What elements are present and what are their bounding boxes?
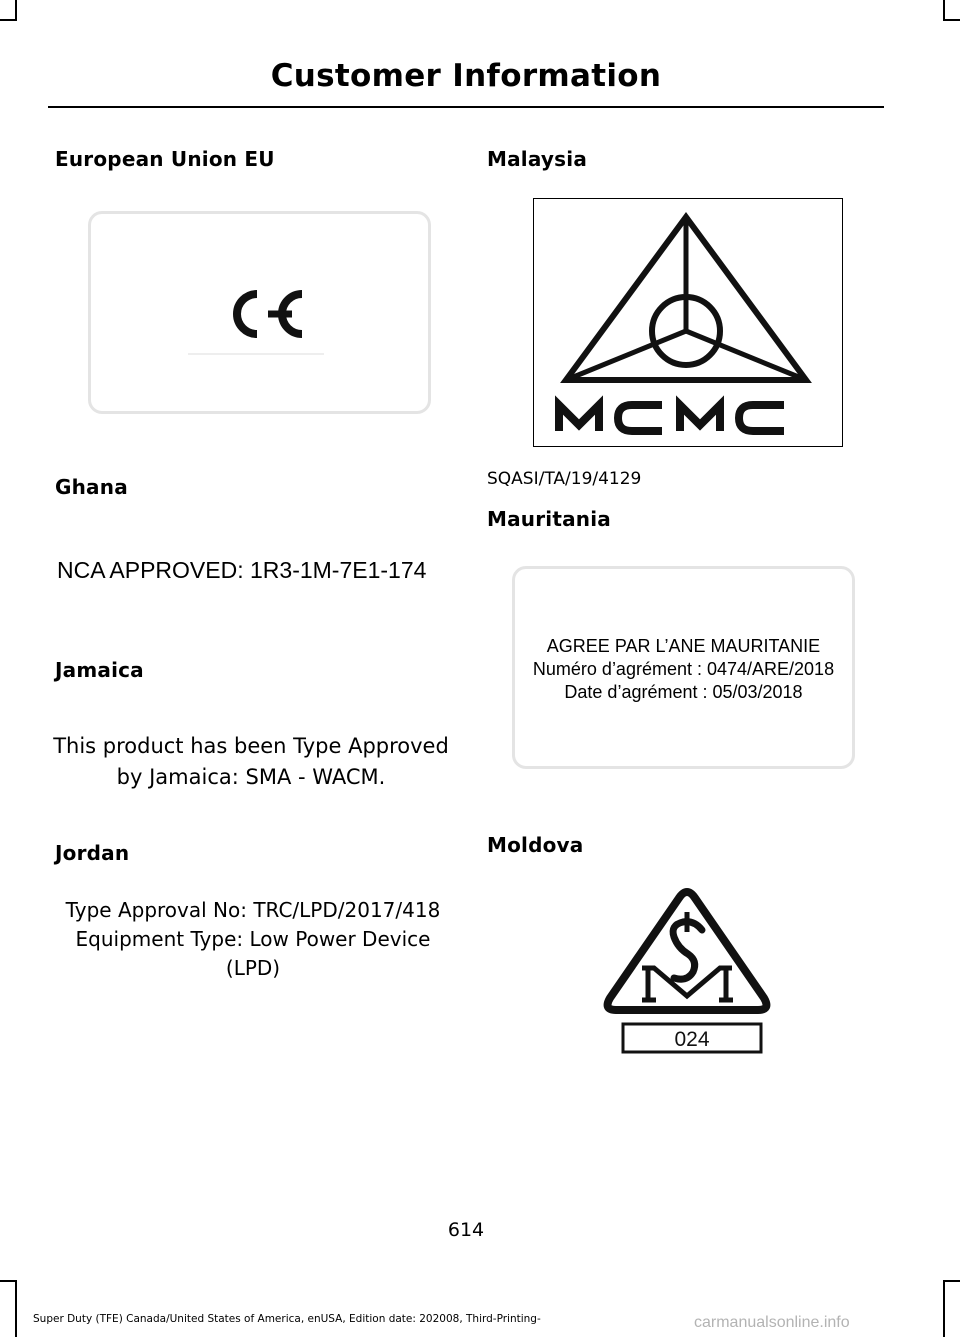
ce-mark-icon bbox=[218, 285, 310, 343]
title-divider bbox=[48, 106, 884, 108]
jordan-approval-text bbox=[50, 896, 456, 983]
heading-malaysia: Malaysia bbox=[487, 147, 588, 171]
page-number: 614 bbox=[447, 1219, 485, 1241]
jamaica-line-1: This product has been Type Approved bbox=[53, 734, 449, 758]
heading-jordan: Jordan bbox=[55, 841, 130, 865]
ghana-approval-text: NCA APPROVED: 1R3-1M-7E1-174 bbox=[57, 557, 427, 583]
jordan-line-1: Type Approval No: TRC/LPD/2017/418 bbox=[65, 898, 441, 922]
crop-mark bbox=[943, 1280, 960, 1282]
jordan-line-2: Equipment Type: Low Power Device (LPD) bbox=[75, 927, 431, 980]
moldova-sm-mark-icon bbox=[590, 868, 790, 1068]
crop-mark bbox=[943, 1280, 945, 1337]
crop-mark bbox=[15, 1280, 17, 1337]
ce-underline bbox=[188, 353, 324, 355]
mauritania-line-3: Date d’agrément : 05/03/2018 bbox=[564, 682, 803, 702]
jamaica-line-2: by Jamaica: SMA - WACM. bbox=[116, 765, 386, 789]
mauritania-line-1: AGREE PAR L’ANE MAURITANIE bbox=[546, 636, 821, 656]
moldova-number: 024 bbox=[674, 1028, 710, 1051]
heading-moldova: Moldova bbox=[487, 833, 584, 857]
heading-european-union: European Union EU bbox=[55, 147, 275, 171]
heading-jamaica: Jamaica bbox=[55, 658, 144, 682]
malaysia-code: SQASI/TA/19/4129 bbox=[487, 469, 642, 489]
heading-mauritania: Mauritania bbox=[487, 507, 612, 531]
mauritania-line-2: Numéro d’agrément : 0474/ARE/2018 bbox=[532, 659, 835, 679]
crop-mark bbox=[0, 1280, 17, 1282]
mauritania-approval-label bbox=[512, 566, 855, 769]
page-title: Customer Information bbox=[270, 58, 662, 94]
crop-mark bbox=[943, 0, 945, 20]
footer-edition-info: Super Duty (TFE) Canada/United States of America, enUSA, Edition date: 202008, Third-Printing- bbox=[33, 1313, 541, 1325]
crop-mark bbox=[0, 19, 17, 21]
watermark: carmanualsonline.info bbox=[694, 1314, 850, 1331]
crop-mark bbox=[943, 19, 960, 21]
mcmc-logo-icon bbox=[534, 199, 842, 446]
crop-mark bbox=[15, 0, 17, 20]
heading-ghana: Ghana bbox=[55, 475, 128, 499]
jamaica-approval-text bbox=[50, 731, 452, 793]
